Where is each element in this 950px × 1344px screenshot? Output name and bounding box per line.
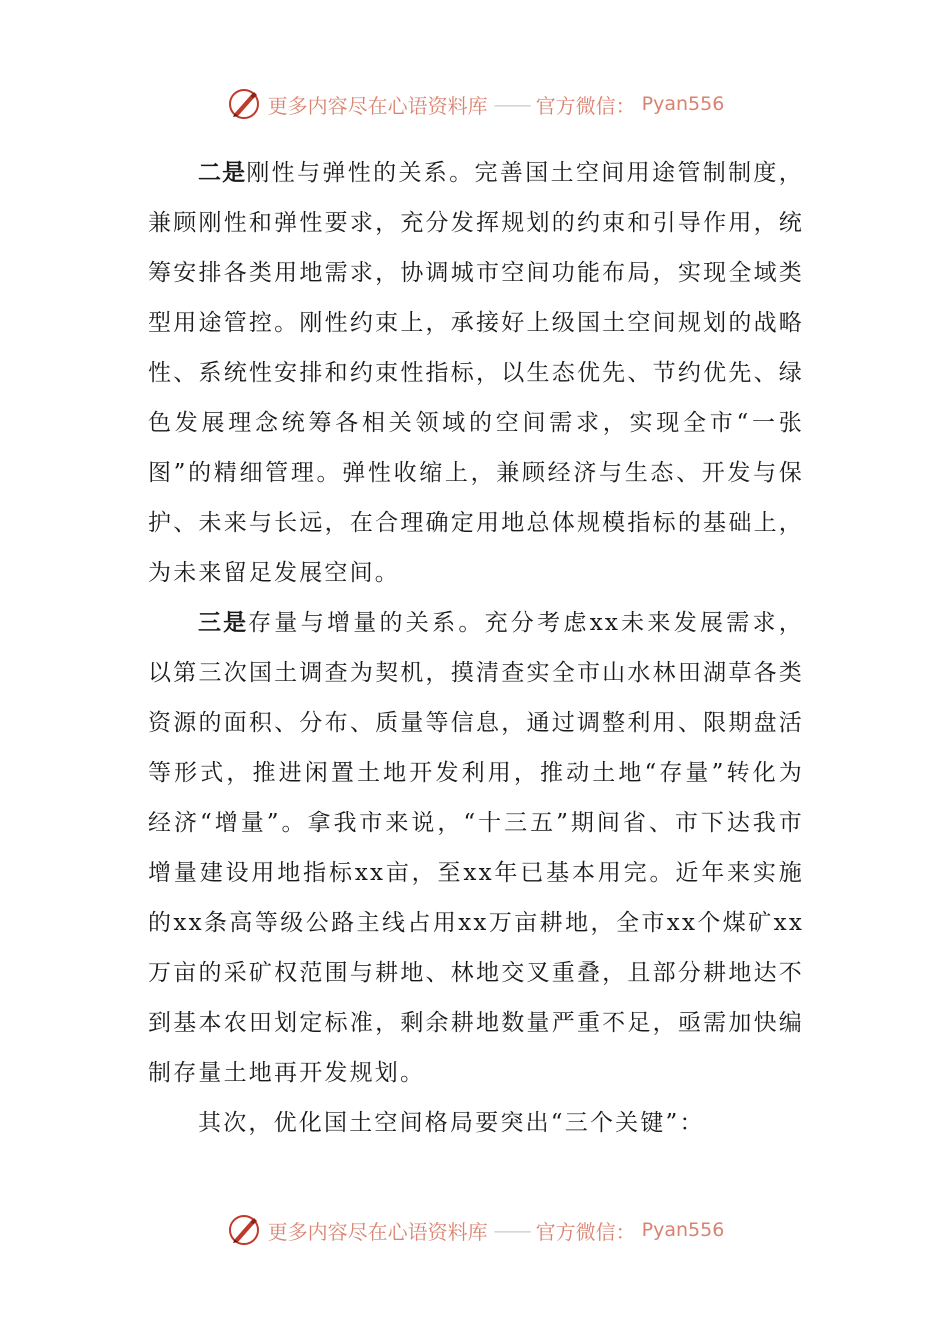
watermark-header [0, 84, 950, 124]
watermark-wechat-label: 官方微信： [535, 1219, 636, 1244]
watermark-separator: —— [493, 92, 530, 116]
paragraph-lead: 三是 [198, 610, 249, 636]
paragraph-stock-increment [148, 598, 804, 1098]
pen-logo-icon [226, 86, 262, 122]
watermark-separator: —— [493, 1218, 530, 1242]
watermark-wechat-id: Pyan556 [641, 93, 725, 115]
paragraph-three-keys [148, 1098, 804, 1148]
document-body [148, 148, 804, 1148]
paragraph-text: 其次，优化国土空间格局要突出“三个关键”： [198, 1110, 705, 1136]
paragraph-text: 刚性与弹性的关系。完善国土空间用途管制制度，兼顾刚性和弹性要求，充分发挥规划的约束和引导作用，统筹安排各类用地需求，协调城市空间功能布局，实现全域类型用途管控。刚性约束上，承接好上级国土空间规划的战略性、系统性安排和约束性指标，以生态优先、节约优先、绿色发展理念统筹各相关领域的空间需求，实现全市“一张图”的精细管理。弹性收缩上，兼顾经济与生态、开发与保护、未来与长远，在合理确定用地总体规模指标的基础上，为未来留足发展空间。 [148, 160, 804, 586]
paragraph-lead: 二是 [198, 160, 247, 186]
pen-logo-icon [226, 1212, 262, 1248]
watermark-wechat-id: Pyan556 [641, 1219, 725, 1241]
watermark-text: 更多内容尽在心语资料库 [267, 93, 488, 118]
paragraph-text: 存量与增量的关系。充分考虑xx未来发展需求，以第三次国土调查为契机，摸清查实全市山水林田湖草各类资源的面积、分布、质量等信息，通过调整利用、限期盘活等形式，推进闲置土地开发利用，推动土地“存量”转化为经济“增量”。拿我市来说，“十三五”期间省、市下达我市增量建设用地指标xx亩，至xx年已基本用完。近年来实施的xx条高等级公路主线占用xx万亩耕地，全市xx个煤矿xx万亩的采矿权范围与耕地、林地交叉重叠，且部分耕地达不到基本农田划定标准，剩余耕地数量严重不足，亟需加快编制存量土地再开发规划。 [148, 610, 805, 1086]
paragraph-rigidity-elasticity [148, 148, 804, 598]
watermark-wechat-label: 官方微信： [535, 93, 636, 118]
watermark-footer [0, 1210, 950, 1250]
watermark-text: 更多内容尽在心语资料库 [267, 1219, 488, 1244]
